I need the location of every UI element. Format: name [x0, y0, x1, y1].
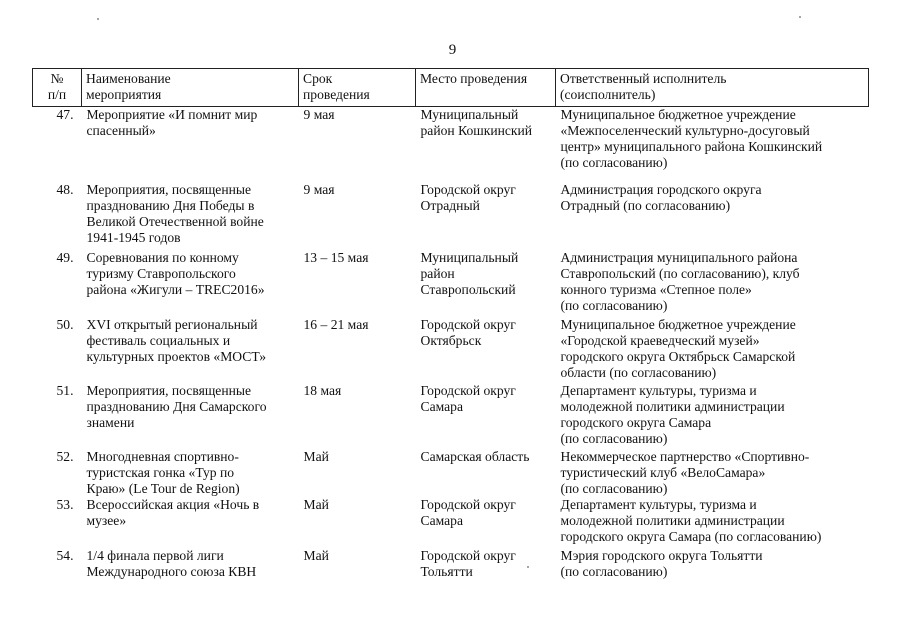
- event-responsible-text: Некоммерческое партнерство «Спортивно- туристический клуб «ВелоСамара» (по согласованию): [560, 449, 810, 496]
- event-place: [416, 182, 556, 250]
- event-name-text: Многодневная спортивно- туристская гонка «Тур по Краю» (Le Tour de Region): [86, 449, 240, 496]
- event-responsible-text: Мэрия городского округа Тольятти (по согласованию): [560, 548, 763, 579]
- event-name-text: Всероссийская акция «Ночь в музее»: [86, 497, 260, 528]
- event-name-text: Мероприятия, посвященные празднованию Дня Самарского знамени: [86, 383, 267, 430]
- event-name: [82, 449, 299, 497]
- event-responsible: [556, 317, 869, 383]
- event-date: [299, 107, 416, 183]
- event-responsible-text: Муниципальное бюджетное учреждение «Межпоселенческий культурно-досуговый центр» муниципального района Кошкинский (по согласованию): [560, 107, 823, 170]
- event-date-text: 16 – 21 мая: [303, 317, 369, 332]
- event-date-text: 9 мая: [303, 182, 335, 197]
- event-name: [82, 383, 299, 449]
- event-date: [299, 317, 416, 383]
- event-place-text: Муниципальный район Ставропольский: [420, 250, 519, 297]
- event-name: [82, 250, 299, 317]
- event-responsible: [556, 497, 869, 548]
- table-row: [33, 449, 869, 497]
- event-responsible: [556, 182, 869, 250]
- event-date: [299, 548, 416, 580]
- event-responsible: [556, 449, 869, 497]
- event-date-text: 13 – 15 мая: [303, 250, 369, 265]
- event-place-text: Городской округ Тольятти: [420, 548, 516, 579]
- event-responsible: [556, 250, 869, 317]
- event-place-text: Городской округ Самара: [420, 497, 516, 528]
- table-row: [33, 548, 869, 580]
- event-date-text: Май: [303, 449, 329, 464]
- event-date-text: 9 мая: [303, 107, 335, 122]
- table-row: [33, 383, 869, 449]
- event-date-text: 18 мая: [303, 383, 342, 398]
- event-place-text: Городской округ Октябрьск: [420, 317, 516, 348]
- event-place-text: Самарская область: [420, 449, 530, 464]
- event-place-text: Городской округ Самара: [420, 383, 516, 414]
- event-responsible-text: Администрация муниципального района Ставропольский (по согласованию), клуб конного туризма «Степное поле» (по согласованию): [560, 250, 800, 313]
- table-row: [33, 182, 869, 250]
- table-header-row: [33, 69, 869, 107]
- event-responsible: [556, 383, 869, 449]
- row-number: 49.: [56, 250, 74, 265]
- event-place-text: Городской округ Отрадный: [420, 182, 516, 213]
- event-name: [82, 182, 299, 250]
- row-number: 48.: [56, 182, 74, 197]
- event-name: [82, 497, 299, 548]
- table-row: [33, 250, 869, 317]
- event-date-text: Май: [303, 548, 329, 563]
- row-number: 47.: [56, 107, 74, 122]
- row-number: 52.: [56, 449, 74, 464]
- event-name-text: XVI открытый региональный фестиваль социальных и культурных проектов «МОСТ»: [86, 317, 267, 364]
- event-place: [416, 250, 556, 317]
- event-place: [416, 548, 556, 580]
- table-row: [33, 497, 869, 548]
- event-responsible-text: Департамент культуры, туризма и молодежной политики администрации городского округа Самара (по согласованию): [560, 497, 822, 544]
- event-responsible: [556, 107, 869, 183]
- event-place-text: Муниципальный район Кошкинский: [420, 107, 533, 138]
- table-row: [33, 317, 869, 383]
- event-date-text: Май: [303, 497, 329, 512]
- events-table: [32, 68, 869, 580]
- page-number: 9: [448, 42, 457, 58]
- row-number: 51.: [56, 383, 74, 398]
- event-name: [82, 548, 299, 580]
- header-date: Срок проведения: [299, 69, 416, 107]
- event-date: [299, 383, 416, 449]
- event-date: [299, 449, 416, 497]
- event-date: [299, 497, 416, 548]
- header-place: Место проведения: [416, 69, 556, 107]
- row-number: 50.: [56, 317, 74, 332]
- event-responsible: [556, 548, 869, 580]
- scan-speck: [799, 16, 801, 18]
- event-responsible-text: Администрация городского округа Отрадный (по согласованию): [560, 182, 762, 213]
- row-number: 54.: [56, 548, 74, 563]
- event-date: [299, 250, 416, 317]
- event-place: [416, 107, 556, 183]
- event-name-text: Мероприятия, посвященные празднованию Дня Победы в Великой Отечественной войне 1941-1945 годов: [86, 182, 264, 245]
- scan-speck: [97, 18, 99, 20]
- header-responsible: Ответственный исполнитель (соисполнитель): [556, 69, 869, 107]
- event-responsible-text: Муниципальное бюджетное учреждение «Городской краеведческий музей» городского округа Октябрьск Самарской области (по согласованию): [560, 317, 796, 380]
- event-name-text: Соревнования по конному туризму Ставропольского района «Жигули – TREC2016»: [86, 250, 265, 297]
- event-name-text: Мероприятие «И помнит мир спасенный»: [86, 107, 258, 138]
- event-place: [416, 317, 556, 383]
- header-name: Наименование мероприятия: [82, 69, 299, 107]
- event-name-text: 1/4 финала первой лиги Международного союза КВН: [86, 548, 257, 579]
- row-number: 53.: [56, 497, 74, 512]
- event-place: [416, 383, 556, 449]
- event-place: [416, 497, 556, 548]
- event-date: [299, 182, 416, 250]
- event-responsible-text: Департамент культуры, туризма и молодежной политики администрации городского округа Самара (по согласованию): [560, 383, 785, 446]
- event-place: [416, 449, 556, 497]
- event-name: [82, 317, 299, 383]
- table-row: [33, 107, 869, 183]
- header-num: № п/п: [33, 69, 82, 107]
- event-name: [82, 107, 299, 183]
